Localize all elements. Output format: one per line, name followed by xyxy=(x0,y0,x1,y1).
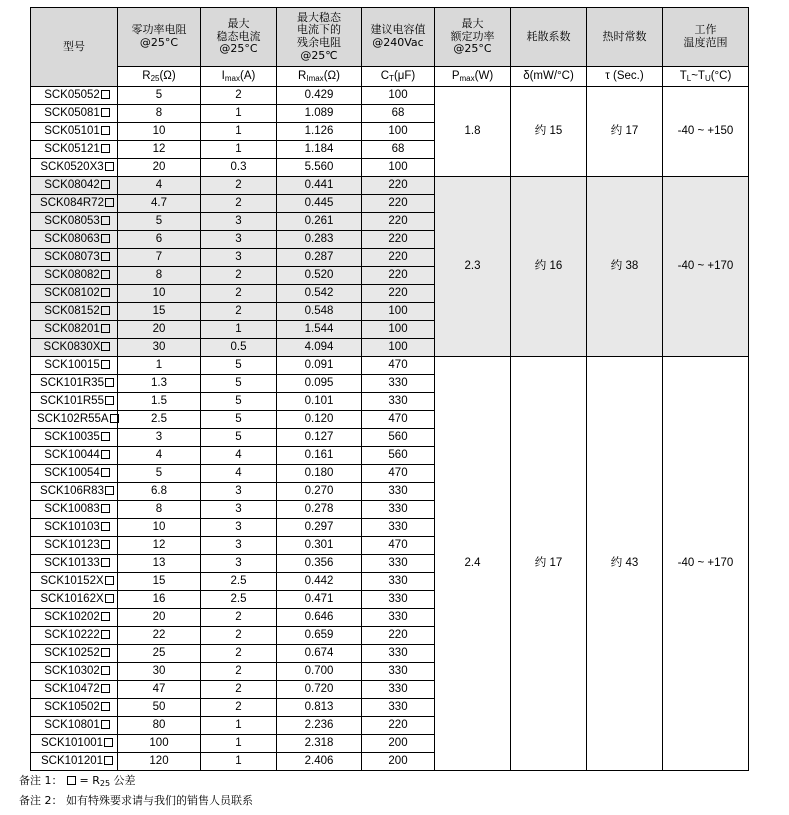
group-delta-cell: 约 17 xyxy=(511,357,587,771)
ct-cell: 220 xyxy=(362,717,435,735)
rimax-cell: 0.297 xyxy=(277,519,362,537)
model-cell: SCK084R72 xyxy=(31,195,118,213)
model-cell: SCK10502 xyxy=(31,699,118,717)
header-pmax: 最大 额定功率 @25°C xyxy=(435,8,511,67)
model-cell: SCK05101 xyxy=(31,123,118,141)
rimax-cell: 0.441 xyxy=(277,177,362,195)
imax-cell: 0.5 xyxy=(201,339,277,357)
group-tau-cell: 约 43 xyxy=(587,357,663,771)
imax-cell: 1 xyxy=(201,753,277,771)
tolerance-box-icon xyxy=(101,504,110,513)
unit-delta: δ(mW/°C) xyxy=(511,67,587,87)
imax-cell: 1 xyxy=(201,105,277,123)
tolerance-box-icon xyxy=(105,378,114,387)
rimax-cell: 0.283 xyxy=(277,231,362,249)
imax-cell: 3 xyxy=(201,501,277,519)
ct-cell: 220 xyxy=(362,285,435,303)
header-model: 型号 xyxy=(31,8,118,87)
ct-cell: 200 xyxy=(362,735,435,753)
ct-cell: 200 xyxy=(362,753,435,771)
r25-cell: 10 xyxy=(118,123,201,141)
tolerance-box-icon xyxy=(110,414,119,423)
model-cell: SCK10123 xyxy=(31,537,118,555)
model-cell: SCK08201 xyxy=(31,321,118,339)
tolerance-box-icon xyxy=(101,648,110,657)
model-cell: SCK101001 xyxy=(31,735,118,753)
imax-cell: 2 xyxy=(201,87,277,105)
model-cell: SCK10054 xyxy=(31,465,118,483)
imax-cell: 3 xyxy=(201,213,277,231)
tolerance-box-icon xyxy=(101,558,110,567)
tolerance-box-icon xyxy=(101,216,110,225)
tolerance-box-icon xyxy=(105,396,114,405)
r25-cell: 80 xyxy=(118,717,201,735)
ct-cell: 100 xyxy=(362,321,435,339)
tolerance-box-icon xyxy=(101,126,110,135)
tolerance-box-icon xyxy=(101,540,110,549)
ct-cell: 220 xyxy=(362,177,435,195)
tolerance-box-icon xyxy=(101,468,110,477)
ct-cell: 330 xyxy=(362,681,435,699)
imax-cell: 3 xyxy=(201,519,277,537)
r25-cell: 8 xyxy=(118,501,201,519)
ct-cell: 100 xyxy=(362,303,435,321)
ct-cell: 100 xyxy=(362,87,435,105)
ct-cell: 330 xyxy=(362,519,435,537)
model-cell: SCK102R55A xyxy=(31,411,118,429)
tolerance-box-icon xyxy=(101,270,110,279)
model-cell: SCK106R83 xyxy=(31,483,118,501)
imax-cell: 2 xyxy=(201,267,277,285)
rimax-cell: 1.544 xyxy=(277,321,362,339)
model-cell: SCK101201 xyxy=(31,753,118,771)
tolerance-box-icon xyxy=(101,108,110,117)
imax-cell: 5 xyxy=(201,429,277,447)
r25-cell: 4 xyxy=(118,177,201,195)
unit-tau: τ (Sec.) xyxy=(587,67,663,87)
r25-cell: 8 xyxy=(118,267,201,285)
header-tau: 热时常数 xyxy=(587,8,663,67)
r25-cell: 4 xyxy=(118,447,201,465)
header-row xyxy=(31,8,749,67)
group-pmax-cell: 2.4 xyxy=(435,357,511,771)
table-row xyxy=(31,87,749,105)
r25-cell: 20 xyxy=(118,321,201,339)
ct-cell: 470 xyxy=(362,411,435,429)
header-rimax: 最大稳态 电流下的 残余电阻 @25℃ xyxy=(277,8,362,67)
rimax-cell: 1.184 xyxy=(277,141,362,159)
imax-cell: 1 xyxy=(201,141,277,159)
ct-cell: 470 xyxy=(362,537,435,555)
model-cell: SCK0830X xyxy=(31,339,118,357)
spec-table xyxy=(30,7,749,771)
r25-cell: 12 xyxy=(118,537,201,555)
ct-cell: 330 xyxy=(362,573,435,591)
imax-cell: 3 xyxy=(201,537,277,555)
r25-cell: 10 xyxy=(118,285,201,303)
ct-cell: 560 xyxy=(362,447,435,465)
ct-cell: 100 xyxy=(362,123,435,141)
tolerance-box-icon xyxy=(105,486,114,495)
ct-cell: 100 xyxy=(362,159,435,177)
group-delta-cell: 约 15 xyxy=(511,87,587,177)
r25-cell: 30 xyxy=(118,339,201,357)
imax-cell: 1 xyxy=(201,123,277,141)
group-temp-cell: -40 ~ +170 xyxy=(663,177,749,357)
rimax-cell: 4.094 xyxy=(277,339,362,357)
model-cell: SCK08082 xyxy=(31,267,118,285)
tolerance-box-icon xyxy=(101,720,110,729)
imax-cell: 1 xyxy=(201,321,277,339)
group-tau-cell: 约 38 xyxy=(587,177,663,357)
model-cell: SCK05121 xyxy=(31,141,118,159)
rimax-cell: 2.318 xyxy=(277,735,362,753)
header-imax: 最大 稳态电流 @25°C xyxy=(201,8,277,67)
imax-cell: 2 xyxy=(201,303,277,321)
imax-cell: 2 xyxy=(201,609,277,627)
model-cell: SCK10035 xyxy=(31,429,118,447)
r25-cell: 5 xyxy=(118,465,201,483)
rimax-cell: 0.356 xyxy=(277,555,362,573)
imax-cell: 3 xyxy=(201,249,277,267)
ct-cell: 100 xyxy=(362,339,435,357)
ct-cell: 330 xyxy=(362,483,435,501)
rimax-cell: 0.127 xyxy=(277,429,362,447)
table-row xyxy=(31,177,749,195)
ct-cell: 220 xyxy=(362,213,435,231)
tolerance-box-icon xyxy=(101,342,110,351)
imax-cell: 0.3 xyxy=(201,159,277,177)
header-r25: 零功率电阻 @25°C xyxy=(118,8,201,67)
r25-cell: 12 xyxy=(118,141,201,159)
group-delta-cell: 约 16 xyxy=(511,177,587,357)
rimax-cell: 5.560 xyxy=(277,159,362,177)
model-cell: SCK10015 xyxy=(31,357,118,375)
r25-cell: 15 xyxy=(118,573,201,591)
ct-cell: 68 xyxy=(362,105,435,123)
rimax-cell: 1.089 xyxy=(277,105,362,123)
tolerance-box-icon xyxy=(101,288,110,297)
tolerance-box-icon xyxy=(101,666,110,675)
model-cell: SCK05052 xyxy=(31,87,118,105)
r25-cell: 10 xyxy=(118,519,201,537)
r25-cell: 7 xyxy=(118,249,201,267)
unit-row xyxy=(31,67,749,87)
unit-temp: $T_L\sim T_U(^\circ C)$ xyxy=(663,67,749,87)
rimax-cell: 0.120 xyxy=(277,411,362,429)
imax-cell: 2.5 xyxy=(201,591,277,609)
ct-cell: 330 xyxy=(362,375,435,393)
r25-cell: 4.7 xyxy=(118,195,201,213)
ct-cell: 330 xyxy=(362,555,435,573)
model-cell: SCK08063 xyxy=(31,231,118,249)
rimax-cell: 0.261 xyxy=(277,213,362,231)
model-cell: SCK101R55 xyxy=(31,393,118,411)
model-cell: SCK10202 xyxy=(31,609,118,627)
r25-cell: 120 xyxy=(118,753,201,771)
model-cell: SCK10083 xyxy=(31,501,118,519)
unit-r25: $R_{25}(\Omega)$ xyxy=(118,67,201,87)
rimax-cell: 0.659 xyxy=(277,627,362,645)
imax-cell: 4 xyxy=(201,465,277,483)
imax-cell: 2 xyxy=(201,699,277,717)
model-cell: SCK08053 xyxy=(31,213,118,231)
ct-cell: 330 xyxy=(362,501,435,519)
group-temp-cell: -40 ~ +150 xyxy=(663,87,749,177)
r25-cell: 1.3 xyxy=(118,375,201,393)
imax-cell: 2 xyxy=(201,627,277,645)
imax-cell: 2.5 xyxy=(201,573,277,591)
tolerance-box-icon xyxy=(101,324,110,333)
tolerance-box-icon xyxy=(101,612,110,621)
r25-cell: 15 xyxy=(118,303,201,321)
rimax-cell: 0.101 xyxy=(277,393,362,411)
model-cell: SCK08042 xyxy=(31,177,118,195)
ct-cell: 560 xyxy=(362,429,435,447)
rimax-cell: 0.813 xyxy=(277,699,362,717)
rimax-cell: 0.091 xyxy=(277,357,362,375)
r25-cell: 1 xyxy=(118,357,201,375)
tolerance-box-icon xyxy=(67,776,76,785)
note-1-rest: 公差 xyxy=(113,774,136,787)
group-temp-cell: -40 ~ +170 xyxy=(663,357,749,771)
rimax-cell: 0.445 xyxy=(277,195,362,213)
rimax-cell: 0.674 xyxy=(277,645,362,663)
r25-cell: 6.8 xyxy=(118,483,201,501)
tolerance-box-icon xyxy=(101,252,110,261)
rimax-cell: 0.095 xyxy=(277,375,362,393)
imax-cell: 2 xyxy=(201,645,277,663)
rimax-cell: 0.270 xyxy=(277,483,362,501)
ct-cell: 68 xyxy=(362,141,435,159)
ct-cell: 470 xyxy=(362,465,435,483)
r25-cell: 47 xyxy=(118,681,201,699)
tolerance-box-icon xyxy=(101,702,110,711)
imax-cell: 2 xyxy=(201,285,277,303)
r25-cell: 25 xyxy=(118,645,201,663)
table-body xyxy=(31,87,749,771)
rimax-cell: 1.126 xyxy=(277,123,362,141)
tolerance-box-icon xyxy=(101,360,110,369)
tolerance-box-icon xyxy=(104,756,113,765)
model-cell: SCK10152X xyxy=(31,573,118,591)
tolerance-box-icon xyxy=(101,306,110,315)
r25-cell: 3 xyxy=(118,429,201,447)
note-2-label: 备注 2： xyxy=(19,794,63,807)
tolerance-box-icon xyxy=(101,450,110,459)
r25-cell: 20 xyxy=(118,159,201,177)
r25-cell: 30 xyxy=(118,663,201,681)
imax-cell: 1 xyxy=(201,717,277,735)
imax-cell: 4 xyxy=(201,447,277,465)
tolerance-box-icon xyxy=(105,198,114,207)
ct-cell: 330 xyxy=(362,609,435,627)
notes xyxy=(19,772,253,809)
r25-cell: 5 xyxy=(118,87,201,105)
rimax-cell: 0.720 xyxy=(277,681,362,699)
model-cell: SCK10252 xyxy=(31,645,118,663)
imax-cell: 3 xyxy=(201,483,277,501)
tolerance-box-icon xyxy=(101,522,110,531)
r25-cell: 8 xyxy=(118,105,201,123)
unit-ct: $C_T(\mu F)$ xyxy=(362,67,435,87)
note-2-text: 如有特殊要求请与我们的销售人员联系 xyxy=(66,794,253,807)
rimax-cell: 0.161 xyxy=(277,447,362,465)
group-pmax-cell: 2.3 xyxy=(435,177,511,357)
tolerance-box-icon xyxy=(101,180,110,189)
imax-cell: 1 xyxy=(201,735,277,753)
r25-cell: 1.5 xyxy=(118,393,201,411)
model-cell: SCK08152 xyxy=(31,303,118,321)
rimax-cell: 2.406 xyxy=(277,753,362,771)
ct-cell: 330 xyxy=(362,699,435,717)
tolerance-box-icon xyxy=(101,432,110,441)
model-cell: SCK10472 xyxy=(31,681,118,699)
imax-cell: 2 xyxy=(201,177,277,195)
rimax-cell: 0.278 xyxy=(277,501,362,519)
model-cell: SCK10222 xyxy=(31,627,118,645)
rimax-cell: 2.236 xyxy=(277,717,362,735)
ct-cell: 220 xyxy=(362,249,435,267)
ct-cell: 220 xyxy=(362,267,435,285)
ct-cell: 330 xyxy=(362,591,435,609)
ct-cell: 330 xyxy=(362,393,435,411)
r25-cell: 13 xyxy=(118,555,201,573)
tolerance-box-icon xyxy=(105,162,114,171)
rimax-cell: 0.180 xyxy=(277,465,362,483)
imax-cell: 5 xyxy=(201,411,277,429)
ct-cell: 220 xyxy=(362,231,435,249)
model-cell: SCK0520X3 xyxy=(31,159,118,177)
ct-cell: 330 xyxy=(362,645,435,663)
imax-cell: 3 xyxy=(201,231,277,249)
group-tau-cell: 约 17 xyxy=(587,87,663,177)
imax-cell: 2 xyxy=(201,195,277,213)
unit-pmax: $P_{max}(W)$ xyxy=(435,67,511,87)
tolerance-box-icon xyxy=(101,90,110,99)
imax-cell: 2 xyxy=(201,663,277,681)
r25-cell: 50 xyxy=(118,699,201,717)
model-cell: SCK10133 xyxy=(31,555,118,573)
imax-cell: 2 xyxy=(201,681,277,699)
tolerance-box-icon xyxy=(105,576,114,585)
model-cell: SCK101R35 xyxy=(31,375,118,393)
rimax-cell: 0.442 xyxy=(277,573,362,591)
note-2 xyxy=(19,792,253,809)
model-cell: SCK10162X xyxy=(31,591,118,609)
tolerance-box-icon xyxy=(101,630,110,639)
ct-cell: 220 xyxy=(362,627,435,645)
r25-cell: 100 xyxy=(118,735,201,753)
rimax-cell: 0.542 xyxy=(277,285,362,303)
model-cell: SCK10044 xyxy=(31,447,118,465)
unit-rimax: $R_{Imax}(\Omega)$ xyxy=(277,67,362,87)
group-pmax-cell: 1.8 xyxy=(435,87,511,177)
ct-cell: 470 xyxy=(362,357,435,375)
imax-cell: 5 xyxy=(201,375,277,393)
r25-cell: 16 xyxy=(118,591,201,609)
tolerance-box-icon xyxy=(101,684,110,693)
model-cell: SCK05081 xyxy=(31,105,118,123)
tolerance-box-icon xyxy=(101,234,110,243)
note-1: 备注 1： = $R_{25}$ 公差 xyxy=(19,774,136,788)
model-cell: SCK10801 xyxy=(31,717,118,735)
rimax-cell: 0.520 xyxy=(277,267,362,285)
unit-imax: $I_{max}(A)$ xyxy=(201,67,277,87)
model-cell: SCK08073 xyxy=(31,249,118,267)
imax-cell: 5 xyxy=(201,357,277,375)
header-ct: 建议电容值 @240Vac xyxy=(362,8,435,67)
r25-cell: 5 xyxy=(118,213,201,231)
model-cell: SCK10302 xyxy=(31,663,118,681)
imax-cell: 3 xyxy=(201,555,277,573)
rimax-cell: 0.700 xyxy=(277,663,362,681)
tolerance-box-icon xyxy=(104,738,113,747)
rimax-cell: 0.471 xyxy=(277,591,362,609)
rimax-cell: 0.287 xyxy=(277,249,362,267)
r25-cell: 6 xyxy=(118,231,201,249)
imax-cell: 5 xyxy=(201,393,277,411)
note-1-label: 备注 1： xyxy=(19,774,63,787)
tolerance-box-icon xyxy=(105,594,114,603)
rimax-cell: 0.301 xyxy=(277,537,362,555)
rimax-cell: 0.429 xyxy=(277,87,362,105)
r25-cell: 22 xyxy=(118,627,201,645)
header-temp: 工作 温度范围 xyxy=(663,8,749,67)
table-row xyxy=(31,357,749,375)
r25-cell: 20 xyxy=(118,609,201,627)
model-cell: SCK10103 xyxy=(31,519,118,537)
rimax-cell: 0.646 xyxy=(277,609,362,627)
tolerance-box-icon xyxy=(101,144,110,153)
header-delta: 耗散系数 xyxy=(511,8,587,67)
note-1-eq: = R xyxy=(79,774,100,787)
ct-cell: 220 xyxy=(362,195,435,213)
ct-cell: 330 xyxy=(362,663,435,681)
r25-cell: 2.5 xyxy=(118,411,201,429)
model-cell: SCK08102 xyxy=(31,285,118,303)
rimax-cell: 0.548 xyxy=(277,303,362,321)
